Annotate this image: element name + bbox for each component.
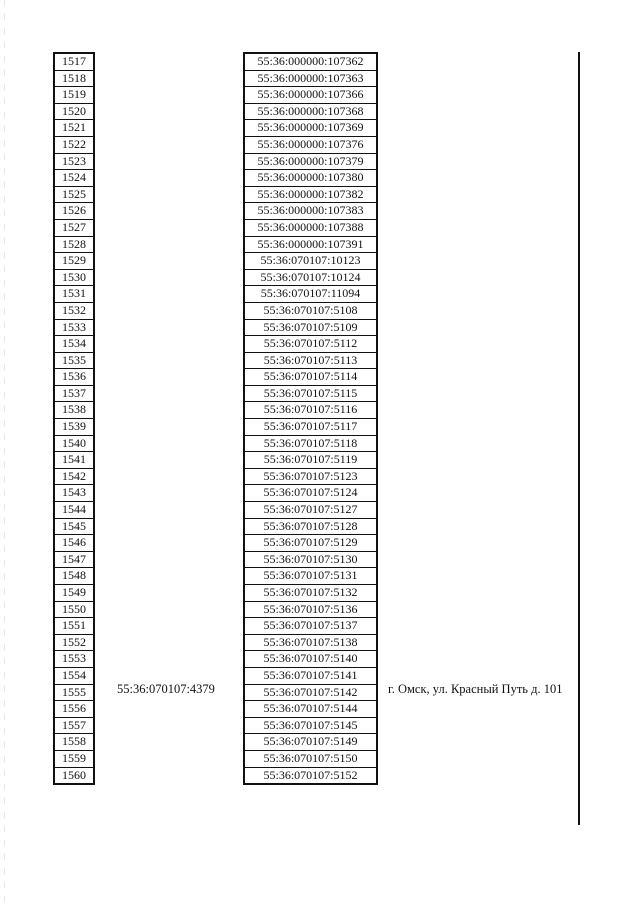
cadastral-number: 55:36:000000:107369 — [244, 120, 377, 137]
cadastral-number: 55:36:000000:107391 — [244, 236, 377, 253]
table-row — [54, 502, 94, 519]
table-row — [244, 667, 377, 684]
cadastral-number: 55:36:000000:107379 — [244, 153, 377, 170]
cadastral-number: 55:36:000000:107366 — [244, 87, 377, 104]
table-row — [244, 750, 377, 767]
table-row — [54, 568, 94, 585]
row-number: 1559 — [54, 750, 94, 767]
table-row — [244, 485, 377, 502]
table-row — [54, 535, 94, 552]
table-row — [54, 485, 94, 502]
cadastral-number: 55:36:070107:10124 — [244, 269, 377, 286]
table-row — [244, 153, 377, 170]
row-number: 1548 — [54, 568, 94, 585]
cadastral-number: 55:36:070107:5117 — [244, 419, 377, 436]
row-number: 1537 — [54, 385, 94, 402]
table-row — [244, 219, 377, 236]
table-row — [54, 369, 94, 386]
table-row — [244, 568, 377, 585]
table-row — [54, 269, 94, 286]
table-row — [54, 136, 94, 153]
table-row — [54, 419, 94, 436]
cadastral-number: 55:36:070107:5132 — [244, 585, 377, 602]
table-row — [244, 585, 377, 602]
cadastral-number: 55:36:070107:5142 — [244, 684, 377, 701]
cadastral-number: 55:36:000000:107383 — [244, 203, 377, 220]
table-row — [244, 502, 377, 519]
cadastral-number: 55:36:070107:5128 — [244, 518, 377, 535]
cadastral-number: 55:36:000000:107388 — [244, 219, 377, 236]
table-row — [54, 302, 94, 319]
table-row — [244, 634, 377, 651]
row-number: 1552 — [54, 634, 94, 651]
row-number: 1544 — [54, 502, 94, 519]
table-row — [244, 535, 377, 552]
table-row — [244, 302, 377, 319]
table-row — [54, 452, 94, 469]
row-number: 1558 — [54, 734, 94, 751]
table-row — [54, 153, 94, 170]
row-number: 1534 — [54, 336, 94, 353]
table-row — [54, 468, 94, 485]
cadastral-number: 55:36:070107:11094 — [244, 286, 377, 303]
cadastral-number: 55:36:000000:107363 — [244, 70, 377, 87]
cadastral-number: 55:36:070107:5109 — [244, 319, 377, 336]
row-number: 1520 — [54, 103, 94, 120]
table-row — [54, 286, 94, 303]
cadastral-number: 55:36:070107:5141 — [244, 667, 377, 684]
row-number: 1542 — [54, 468, 94, 485]
cadastral-number: 55:36:070107:5118 — [244, 435, 377, 452]
row-number: 1517 — [54, 53, 94, 70]
row-number: 1555 — [54, 684, 94, 701]
table-row — [244, 186, 377, 203]
row-number: 1522 — [54, 136, 94, 153]
cadastral-number: 55:36:070107:5115 — [244, 385, 377, 402]
cadastral-number: 55:36:070107:5140 — [244, 651, 377, 668]
table-row — [54, 236, 94, 253]
row-number: 1556 — [54, 701, 94, 718]
row-number: 1519 — [54, 87, 94, 104]
cadastral-number: 55:36:000000:107382 — [244, 186, 377, 203]
row-number: 1543 — [54, 485, 94, 502]
table-row — [244, 601, 377, 618]
table-row — [54, 120, 94, 137]
table-row — [54, 103, 94, 120]
object-address: г. Омск, ул. Красный Путь д. 101 — [388, 682, 563, 696]
cadastral-number: 55:36:070107:5150 — [244, 750, 377, 767]
cadastral-number: 55:36:070107:5119 — [244, 452, 377, 469]
row-number: 1526 — [54, 203, 94, 220]
cadastral-number: 55:36:070107:5136 — [244, 601, 377, 618]
table-row — [54, 618, 94, 635]
table-row — [54, 253, 94, 270]
cadastral-number: 55:36:070107:5124 — [244, 485, 377, 502]
row-number: 1560 — [54, 767, 94, 784]
table-row — [54, 701, 94, 718]
table-row — [244, 518, 377, 535]
parent-cadastral-number: 55:36:070107:4379 — [117, 682, 215, 696]
table-row — [244, 734, 377, 751]
table-row — [54, 667, 94, 684]
table-row — [244, 203, 377, 220]
table-row — [244, 236, 377, 253]
table-row — [54, 684, 94, 701]
table-row — [244, 136, 377, 153]
table-row — [244, 269, 377, 286]
cadastral-number: 55:36:070107:5145 — [244, 717, 377, 734]
table-row — [244, 701, 377, 718]
row-number: 1524 — [54, 170, 94, 187]
table-row — [244, 103, 377, 120]
table-row — [54, 767, 94, 784]
table-row — [244, 435, 377, 452]
row-number: 1545 — [54, 518, 94, 535]
table-row — [54, 219, 94, 236]
cadastral-number: 55:36:070107:5116 — [244, 402, 377, 419]
table-row — [244, 419, 377, 436]
row-number: 1546 — [54, 535, 94, 552]
cadastral-number: 55:36:070107:5149 — [244, 734, 377, 751]
table-row — [244, 452, 377, 469]
table-row — [244, 253, 377, 270]
row-number: 1523 — [54, 153, 94, 170]
cadastral-number: 55:36:070107:5127 — [244, 502, 377, 519]
row-number: 1533 — [54, 319, 94, 336]
cadastral-number: 55:36:070107:5131 — [244, 568, 377, 585]
table-row — [244, 402, 377, 419]
row-number: 1528 — [54, 236, 94, 253]
cadastral-number-column — [243, 52, 378, 785]
row-number: 1553 — [54, 651, 94, 668]
table-row — [244, 70, 377, 87]
row-number: 1554 — [54, 667, 94, 684]
table-row — [54, 601, 94, 618]
table-row — [244, 319, 377, 336]
table-row — [54, 319, 94, 336]
row-number: 1549 — [54, 585, 94, 602]
cadastral-number: 55:36:070107:10123 — [244, 253, 377, 270]
table-row — [244, 53, 377, 70]
table-row — [244, 618, 377, 635]
table-row — [244, 352, 377, 369]
cadastral-number: 55:36:070107:5114 — [244, 369, 377, 386]
row-number: 1536 — [54, 369, 94, 386]
row-number: 1529 — [54, 253, 94, 270]
table-row — [244, 336, 377, 353]
table-row — [54, 53, 94, 70]
table-row — [54, 435, 94, 452]
table-row — [244, 87, 377, 104]
row-number: 1518 — [54, 70, 94, 87]
row-number: 1540 — [54, 435, 94, 452]
table-row — [244, 651, 377, 668]
cadastral-number: 55:36:000000:107380 — [244, 170, 377, 187]
row-number-column — [53, 52, 95, 785]
table-row — [244, 170, 377, 187]
cadastral-number: 55:36:000000:107368 — [244, 103, 377, 120]
table-row — [54, 336, 94, 353]
table-row — [54, 518, 94, 535]
cadastral-number: 55:36:070107:5113 — [244, 352, 377, 369]
table-row — [54, 734, 94, 751]
table-row — [54, 717, 94, 734]
cadastral-number: 55:36:070107:5130 — [244, 551, 377, 568]
row-number: 1541 — [54, 452, 94, 469]
table-row — [54, 186, 94, 203]
table-row — [244, 551, 377, 568]
cadastral-number: 55:36:000000:107376 — [244, 136, 377, 153]
cadastral-number: 55:36:000000:107362 — [244, 53, 377, 70]
row-number: 1527 — [54, 219, 94, 236]
cadastral-number: 55:36:070107:5112 — [244, 336, 377, 353]
table-row — [244, 286, 377, 303]
cadastral-number: 55:36:070107:5123 — [244, 468, 377, 485]
row-number: 1535 — [54, 352, 94, 369]
cadastral-number: 55:36:070107:5129 — [244, 535, 377, 552]
row-number: 1547 — [54, 551, 94, 568]
table-row — [54, 634, 94, 651]
table-row — [54, 551, 94, 568]
row-number: 1551 — [54, 618, 94, 635]
table-row — [244, 684, 377, 701]
table-row — [54, 170, 94, 187]
table-row — [54, 352, 94, 369]
cadastral-number: 55:36:070107:5137 — [244, 618, 377, 635]
row-number: 1530 — [54, 269, 94, 286]
table-row — [54, 750, 94, 767]
cadastral-number: 55:36:070107:5138 — [244, 634, 377, 651]
row-number: 1532 — [54, 302, 94, 319]
table-row — [244, 767, 377, 784]
scan-edge-artifact — [4, 0, 5, 905]
table-row — [244, 120, 377, 137]
row-number: 1521 — [54, 120, 94, 137]
row-number: 1538 — [54, 402, 94, 419]
table-row — [244, 385, 377, 402]
cadastral-number: 55:36:070107:5108 — [244, 302, 377, 319]
row-number: 1531 — [54, 286, 94, 303]
table-row — [244, 468, 377, 485]
table-row — [54, 651, 94, 668]
table-row — [54, 87, 94, 104]
table-border-line — [578, 52, 580, 825]
table-row — [244, 369, 377, 386]
table-row — [54, 70, 94, 87]
row-number: 1525 — [54, 186, 94, 203]
table-row — [54, 585, 94, 602]
table-row — [54, 385, 94, 402]
row-number: 1557 — [54, 717, 94, 734]
cadastral-number: 55:36:070107:5144 — [244, 701, 377, 718]
table-row — [54, 203, 94, 220]
cadastral-number: 55:36:070107:5152 — [244, 767, 377, 784]
row-number: 1539 — [54, 419, 94, 436]
table-row — [54, 402, 94, 419]
row-number: 1550 — [54, 601, 94, 618]
table-row — [244, 717, 377, 734]
